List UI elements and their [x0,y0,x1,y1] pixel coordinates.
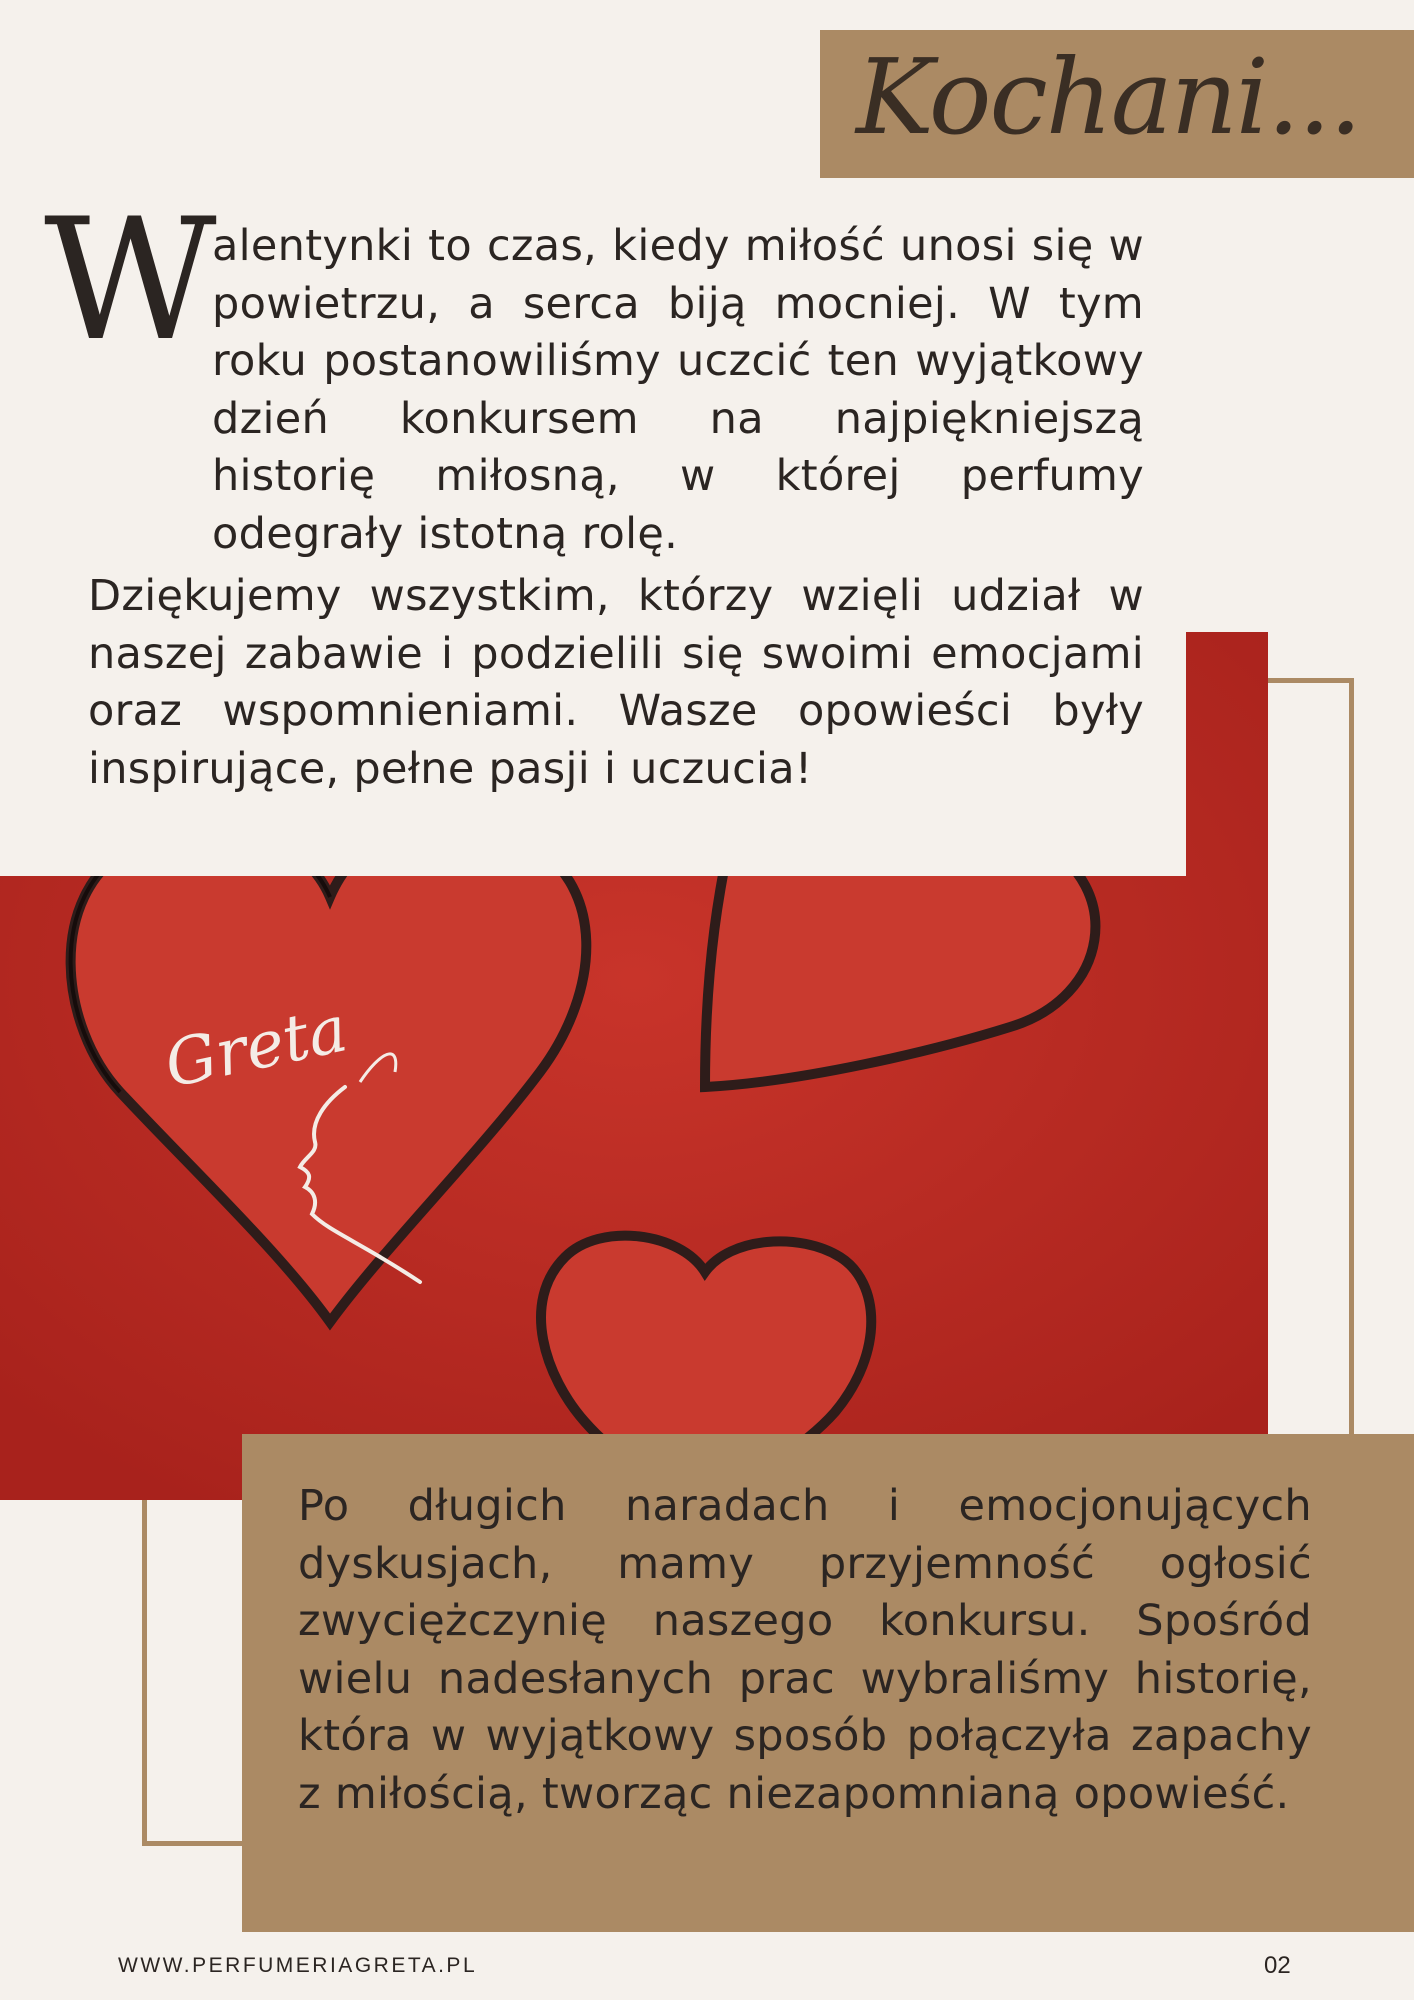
drop-cap: W [44,182,217,378]
thanks-paragraph: Dziękujemy wszystkim, którzy wzięli udział w naszej zabawie i podzielili się swoimi emocjami oraz wspomnieniami. Wasze opowieści były inspirujące, pełne pasji i uczucia! [88,571,1144,794]
page-number: 02 [1264,1952,1291,1979]
greta-logo: Greta [158,992,354,1103]
title-banner [820,30,1414,178]
decorative-frame-right [1268,678,1354,1438]
decorative-frame-left [142,1500,242,1846]
intro-paragraph: alentynki to czas, kiedy miłość unosi się w powietrzu, a serca biją mocniej. W tym roku postanowiliśmy uczcić ten wyjątkowy dzień konkursem na najpiękniejszą historię miłosną, w której perfumy odegrały istotną rolę. [212,221,1144,559]
announcement-paragraph: Po długich naradach i emocjonujących dyskusjach, mamy przyjemność ogłosić zwyciężczynię naszego konkursu. Spośród wielu nadesłanych prac wybraliśmy historię, która w wyjątkowy sposób połączyła zapachy z miłością, tworząc niezapomnianą opowieść. [298,1481,1312,1819]
page-title: Kochani... [856,36,1361,158]
footer-website-link[interactable]: WWW.PERFUMERIAGRETA.PL [118,1954,478,1977]
